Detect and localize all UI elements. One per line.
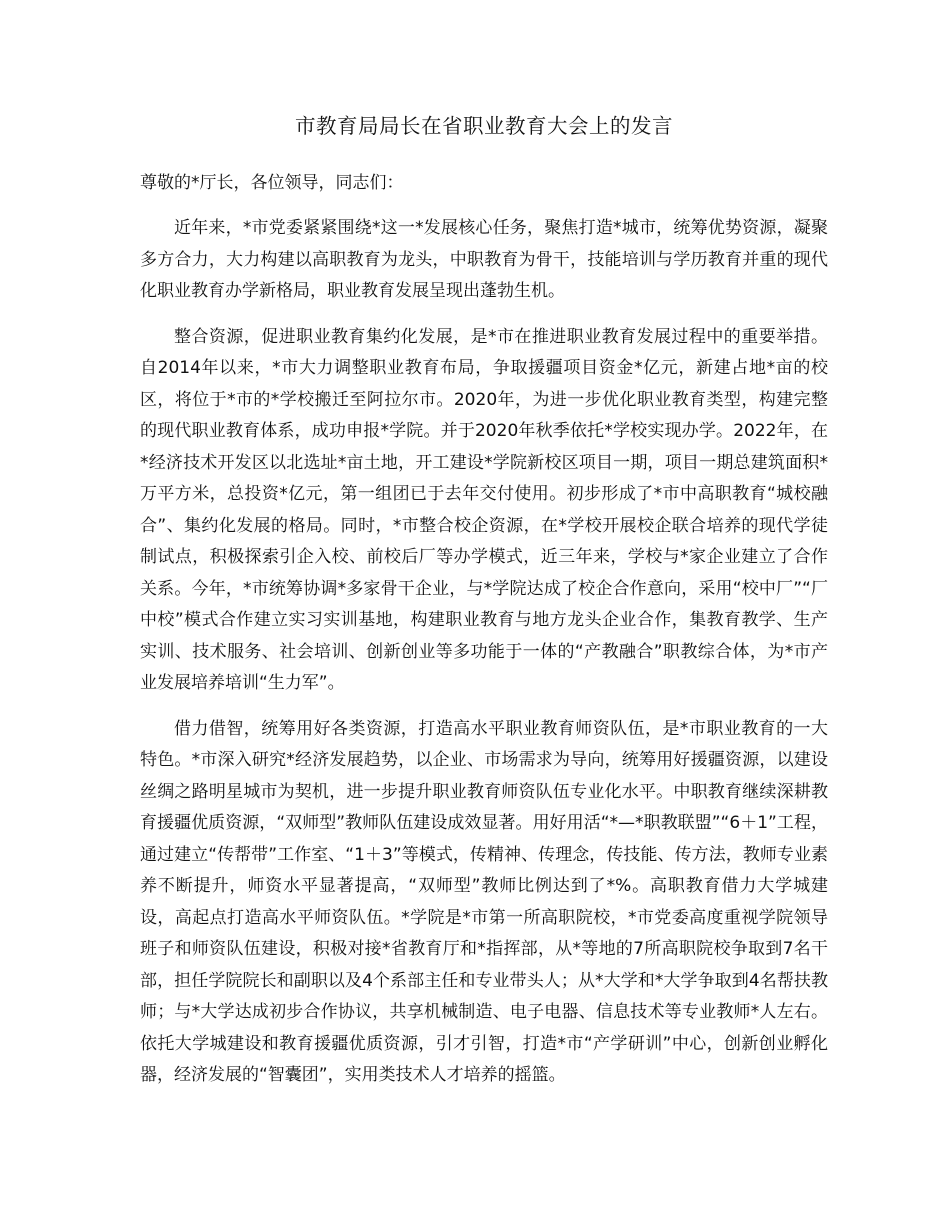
paragraph-teacher-team: 借力借智，统筹用好各类资源，打造高水平职业教育师资队伍，是*市职业教育的一大特色。*市深入研究*经济发展趋势，以企业、市场需求为导向，统筹用好援疆资源，以建设丝绸之路明星城市为契机，进一步提升职业教育师资队伍专业化水平。中职教育继续深耕教育援疆优质资源，“双师型”教师队伍建设成效显著。用好用活“*—*职教联盟”“6＋1”工程，通过建立“传帮带”工作室、“1＋3”等模式，传精神、传理念，传技能、传方法，教师专业素养不断提升，师资水平显著提高，“双师型”教师比例达到了*%。高职教育借力大学城建设，高起点打造高水平师资队伍。*学院是*市第一所高职院校，*市党委高度重视学院领导班子和师资队伍建设，积极对接*省教育厅和*指挥部，从*等地的7所高职院校争取到7名干部，担任学院院长和副职以及4个系部主任和专业带头人；从*大学和*大学争取到4名帮扶教师；与*大学达成初步合作协议，共享机械制造、电子电器、信息技术等专业教师*人左右。依托大学城建设和教育援疆优质资源，引才引智，打造*市“产学研训”中心，创新创业孵化器，经济发展的“智囊团”，实用类技术人才培养的摇篮。 bbox=[140, 718, 828, 1085]
document-title: 市教育局局长在省职业教育大会上的发言 bbox=[295, 114, 673, 138]
document-page bbox=[140, 108, 828, 1106]
paragraph-resource-integration: 整合资源，促进职业教育集约化发展，是*市在推进职业教育发展过程中的重要举措。自2014年以来，*市大力调整职业教育布局，争取援疆项目资金*亿元，新建占地*亩的校区，将位于*市的*学校搬迁至阿拉尔市。2020年，为进一步优化职业教育类型，构建完整的现代职业教育体系，成功申报*学院。并于2020年秋季依托*学校实现办学。2022年，在*经济技术开发区以北选址*亩土地，开工建设*学院新校区项目一期，项目一期总建筑面积*万平方米，总投资*亿元，第一组团已于去年交付使用。初步形成了*市中高职教育“城校融合”、集约化发展的格局。同时，*市整合校企资源，在*学校开展校企联合培养的现代学徒制试点，积极探索引企入校、前校后厂等办学模式，近三年来，学校与*家企业建立了合作关系。今年，*市统筹协调*多家骨干企业，与*学院达成了校企合作意向，采用“校中厂”“厂中校”模式合作建立实习实训基地，构建职业教育与地方龙头企业合作，集教育教学、生产实训、技术服务、社会培训、创新创业等多功能于一体的“产教融合”职教综合体，为*市产业发展培养培训“生力军”。 bbox=[140, 326, 828, 693]
salutation: 尊敬的*厅长，各位领导，同志们： bbox=[140, 173, 404, 193]
paragraph-intro: 近年来，*市党委紧紧围绕*这一*发展核心任务，聚焦打造*城市，统筹优势资源，凝聚多方合力，大力构建以高职教育为龙头，中职教育为骨干，技能培训与学历教育并重的现代化职业教育办学新格局，职业教育发展呈现出蓬勃生机。 bbox=[140, 218, 828, 301]
